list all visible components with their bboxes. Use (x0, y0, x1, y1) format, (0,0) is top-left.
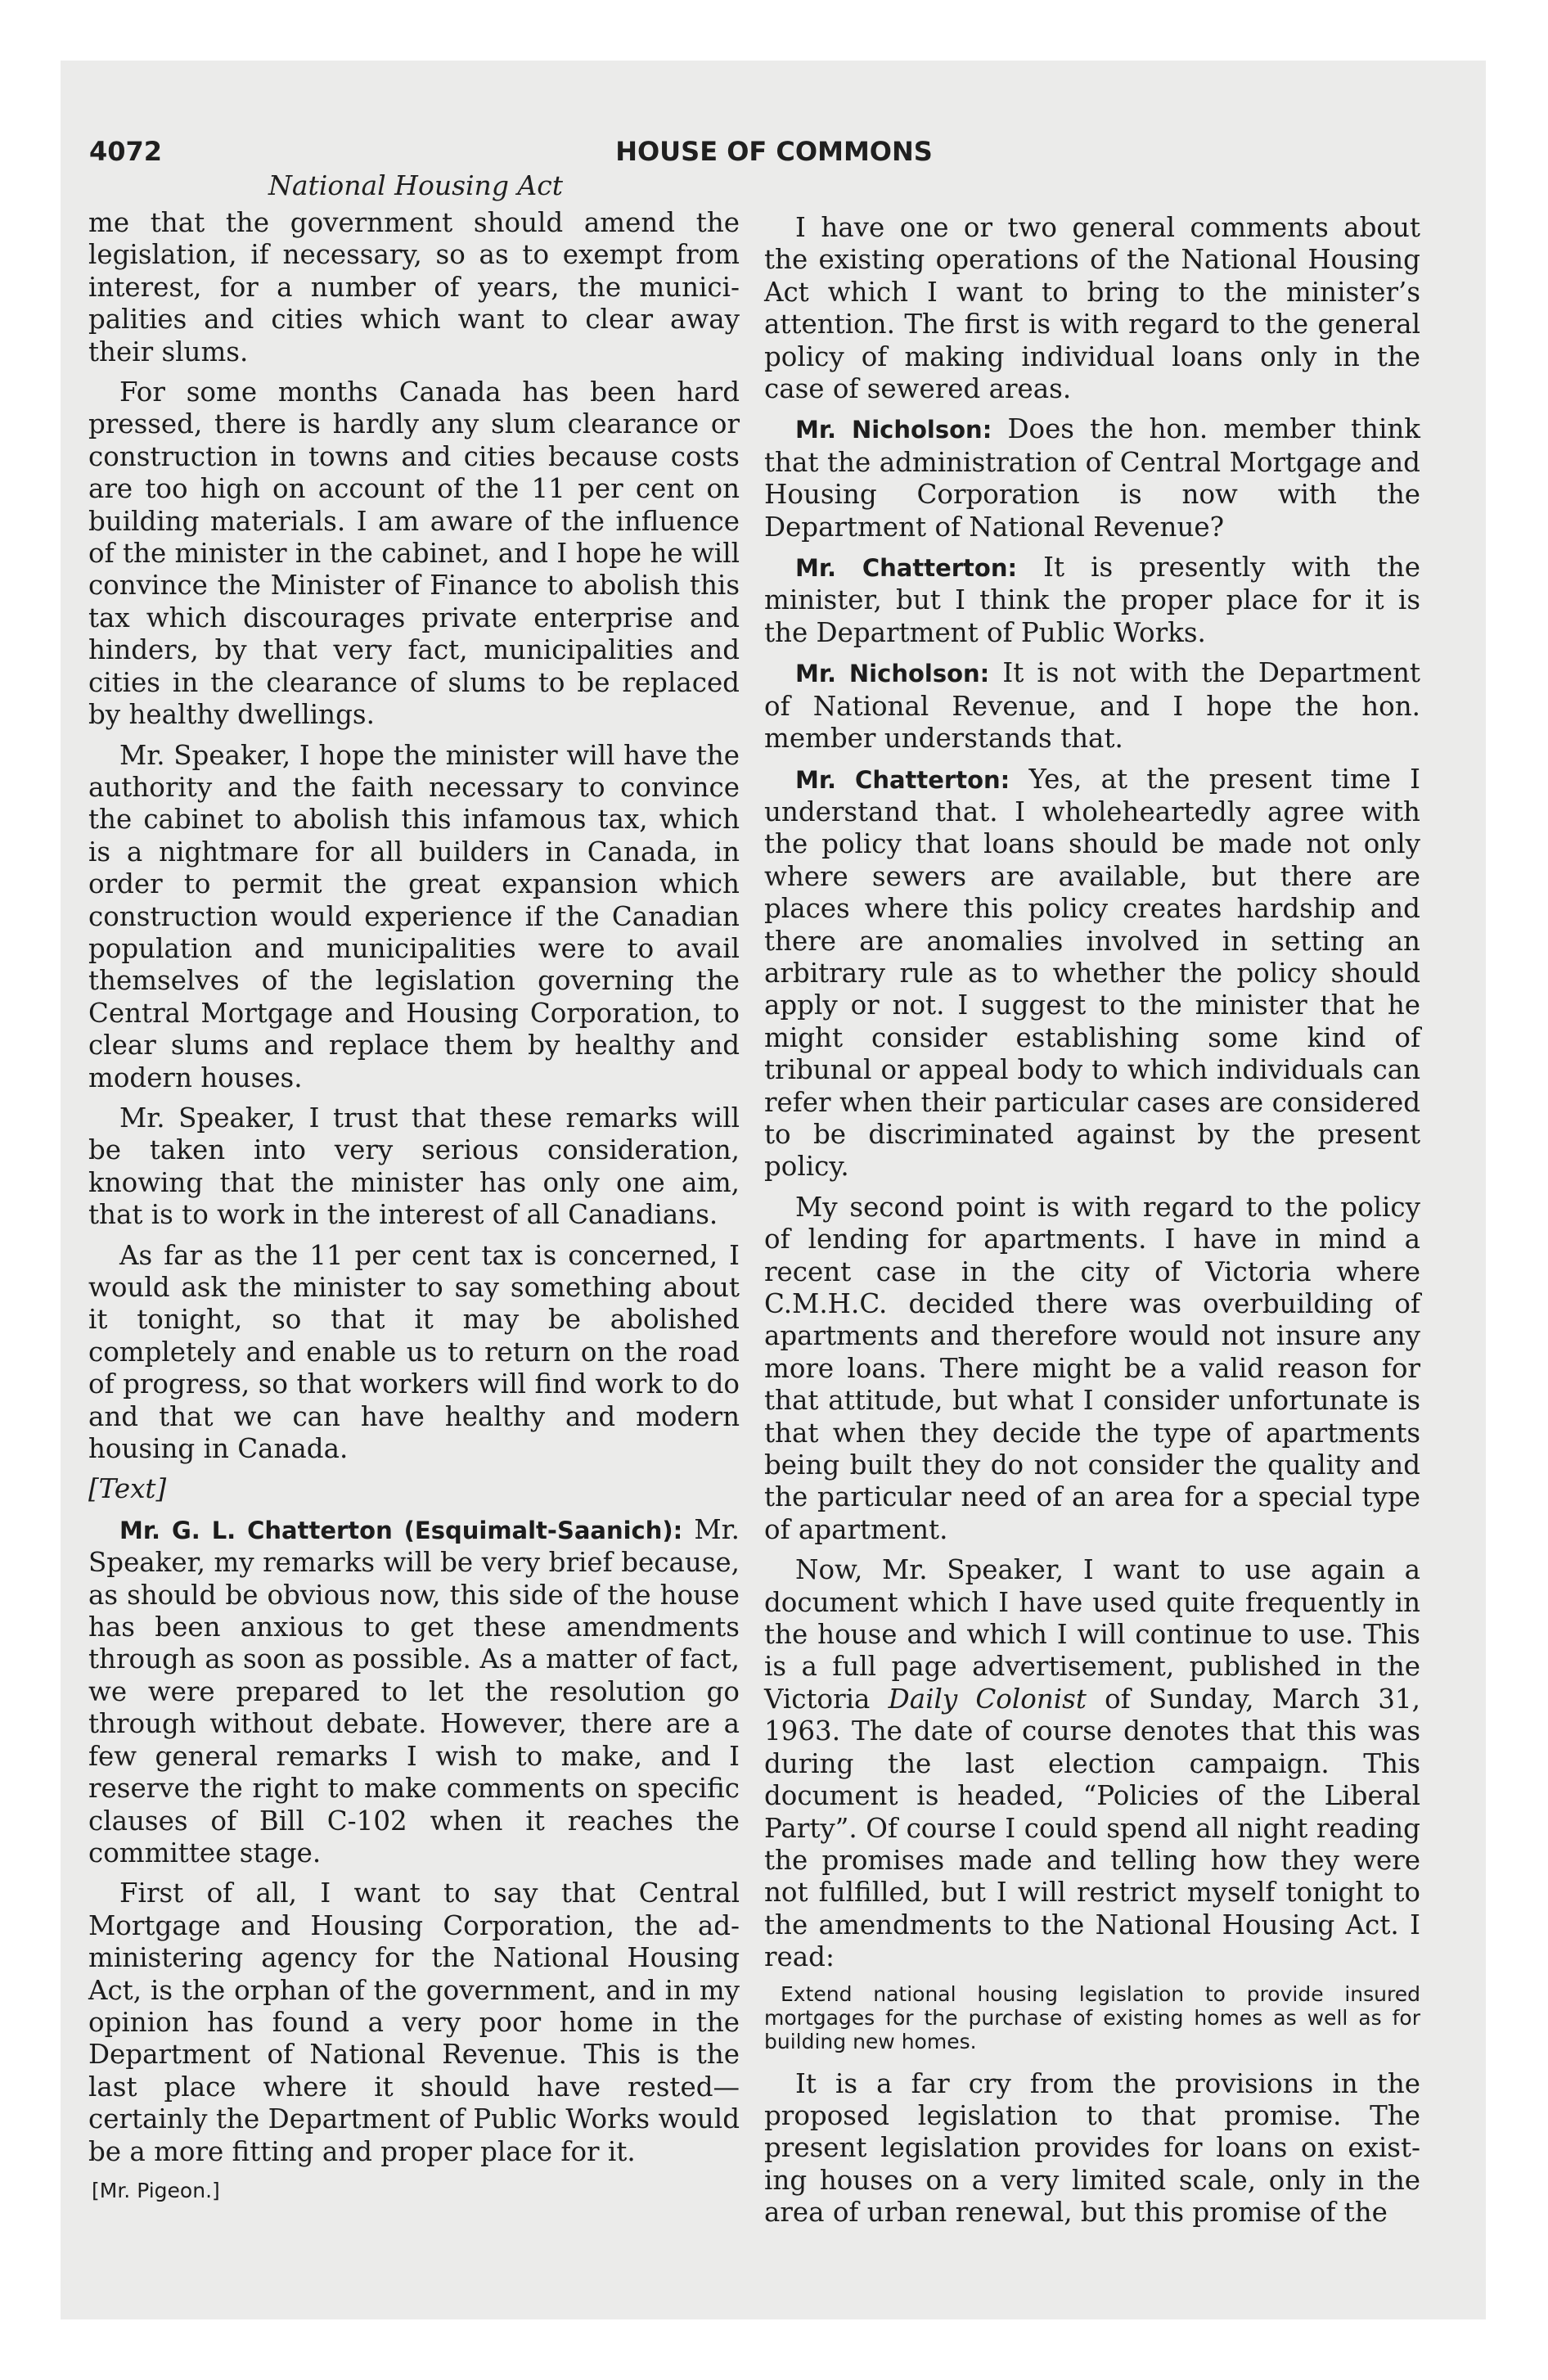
paragraph (764, 657, 1420, 755)
paragraph (764, 552, 1420, 649)
newspaper-title: Daily Colonist (888, 1683, 1087, 1715)
paragraph (88, 1514, 740, 1869)
paragraph: First of all, I want to say that Central Mortgage and Housing Corporation, the administering agency for the National Housing Act, is the orphan of the government, and in my opinion has found a very poor home in the Department of National Revenue. This is the last place where it should have rested— certainly the Department of Public Works would be a more fitting and proper place for it. (88, 1877, 740, 2167)
paragraph (764, 1554, 1420, 1973)
paragraph: For some months Canada has been hard pressed, there is hardly any slum clearance or construction in towns and cities because costs are too high on account of the 11 per cent on building materials. I am aware of the influence of the minister in the cabinet, and I hope he will convince the Minister of Finance to abolish this tax which discourages private enterprise and hinders, by that very fact, municipalities and cities in the clearance of slums to be replaced by healthy dwellings. (88, 376, 740, 731)
speech-text: Yes, at the present time I understand that. I wholeheartedly agree with the policy that loans should be made not only where sewers are available, but there are places where this policy creates hardship and there are anomalies involved in setting an arbitrary rule as to whether the policy should apply or not. I suggest to the minister that he might consider establishing some kind of tribunal or appeal body to which individuals can refer when their particular cases are considered to be discriminated against by the present policy. (764, 763, 1420, 1183)
paragraph: Mr. Speaker, I hope the minister will have the authority and the faith necessary to convince the cabinet to abolish this infamous tax, which is a nightmare for all builders in Canada, in order to permit the great expansion which construction would experience if the Canadian population and municipalities were to avail themselves of the legislation governing the Central Mortgage and Housing Corporation, to clear slums and replace them by healthy and modern houses. (88, 739, 740, 1093)
paragraph: As far as the 11 per cent tax is concerned, I would ask the minister to say something about it tonight, so that it may be abolished completely and enable us to return on the road of progress, so that workers will find work to do and that we can have healthy and modern housing in Canada. (88, 1239, 740, 1465)
speech-text: of Sunday, March 31, 1963. The date of course denotes that this was during the last election campaign. This document is headed, “Policies of the Liberal Party”. Of course I could spend all night reading the promises made and telling how they were not fulfilled, but I will restrict myself tonight to the amendments to the National Housing Act. I read: (764, 1683, 1420, 1973)
speaker-name: Mr. Chatterton: (795, 765, 1010, 794)
footer-attribution: [Mr. Pigeon.] (92, 2179, 220, 2202)
paragraph (764, 764, 1420, 1183)
speech-text: Now, Mr. Speaker, I want to use again a document which I have used quite frequently in the house and which I will continue to use. This is a full page advertisement, published in the Victoria (764, 1554, 1420, 1715)
paragraph: me that the government should amend the legislation, if necessary, so as to exempt from interest, for a number of years, the municipalities and cities which want to clear away their slums. (88, 207, 740, 367)
paragraph (764, 413, 1420, 543)
paragraph: My second point is with regard to the policy of lending for apartments. I have in mind a recent case in the city of Victoria where C.M.H.C. decided there was overbuilding of apartments and therefore would not insure any more loans. There might be a valid reason for that attitude, but what I consider unfortunate is that when they decide the type of apartments being built they do not consider the quality and the particular need of an area for a special type of apartment. (764, 1191, 1420, 1545)
page-number: 4072 (89, 136, 163, 167)
speaker-name: Mr. Nicholson: (795, 416, 992, 444)
right-column (764, 212, 1420, 2238)
speaker-name: Mr. G. L. Chatterton (Esquimalt-Saanich): (119, 1516, 683, 1544)
text-marker (88, 1473, 740, 1505)
block-quote: Extend national housing legislation to provide insured mortgages for the purchase of existing homes as well as for building new homes. (764, 1981, 1420, 2053)
speaker-name: Mr. Chatterton: (795, 554, 1018, 583)
left-column (88, 207, 740, 2176)
running-head: HOUSE OF COMMONS (615, 136, 933, 167)
paragraph: Mr. Speaker, I trust that these remarks will be taken into very serious consideration, knowing that the minister has only one aim, that is to work in the interest of all Canadians. (88, 1102, 740, 1231)
speaker-name: Mr. Nicholson: (795, 660, 990, 688)
speech-text: It is presently with the minister, but I think the proper place for it is the Department of Public Works. (764, 552, 1420, 648)
speech-text: It is not with the Department of National Revenue, and I hope the hon. member understands that. (764, 657, 1420, 755)
speech-text: Does the hon. member think that the administration of Central Mortgage and Housing Corporation is now with the Department of National Revenue? (764, 413, 1420, 543)
paragraph: I have one or two general comments about the existing operations of the National Housing Act which I want to bring to the minister’s attention. The first is with regard to the general policy of making individual loans only in the case of sewered areas. (764, 212, 1420, 405)
speech-text: Mr. Speaker, my remarks will be very brief because, as should be obvious now, this side of the house has been anxious to get these amendments through as soon as possible. As a matter of fact, we were prepared to let the resolution go through without debate. However, there are a few general remarks I wish to make, and I reserve the right to make comments on specific clauses of Bill C-102 when it reaches the committee stage. (88, 1513, 740, 1868)
text-marker-label: [Text] (88, 1473, 167, 1505)
paragraph: It is a far cry from the provisions in the proposed legislation to that promise. The present legislation provides for loans on existing houses on a very limited scale, only in the area of urban renewal, but this promise of the (764, 2067, 1420, 2229)
section-title: National Housing Act (268, 169, 564, 201)
